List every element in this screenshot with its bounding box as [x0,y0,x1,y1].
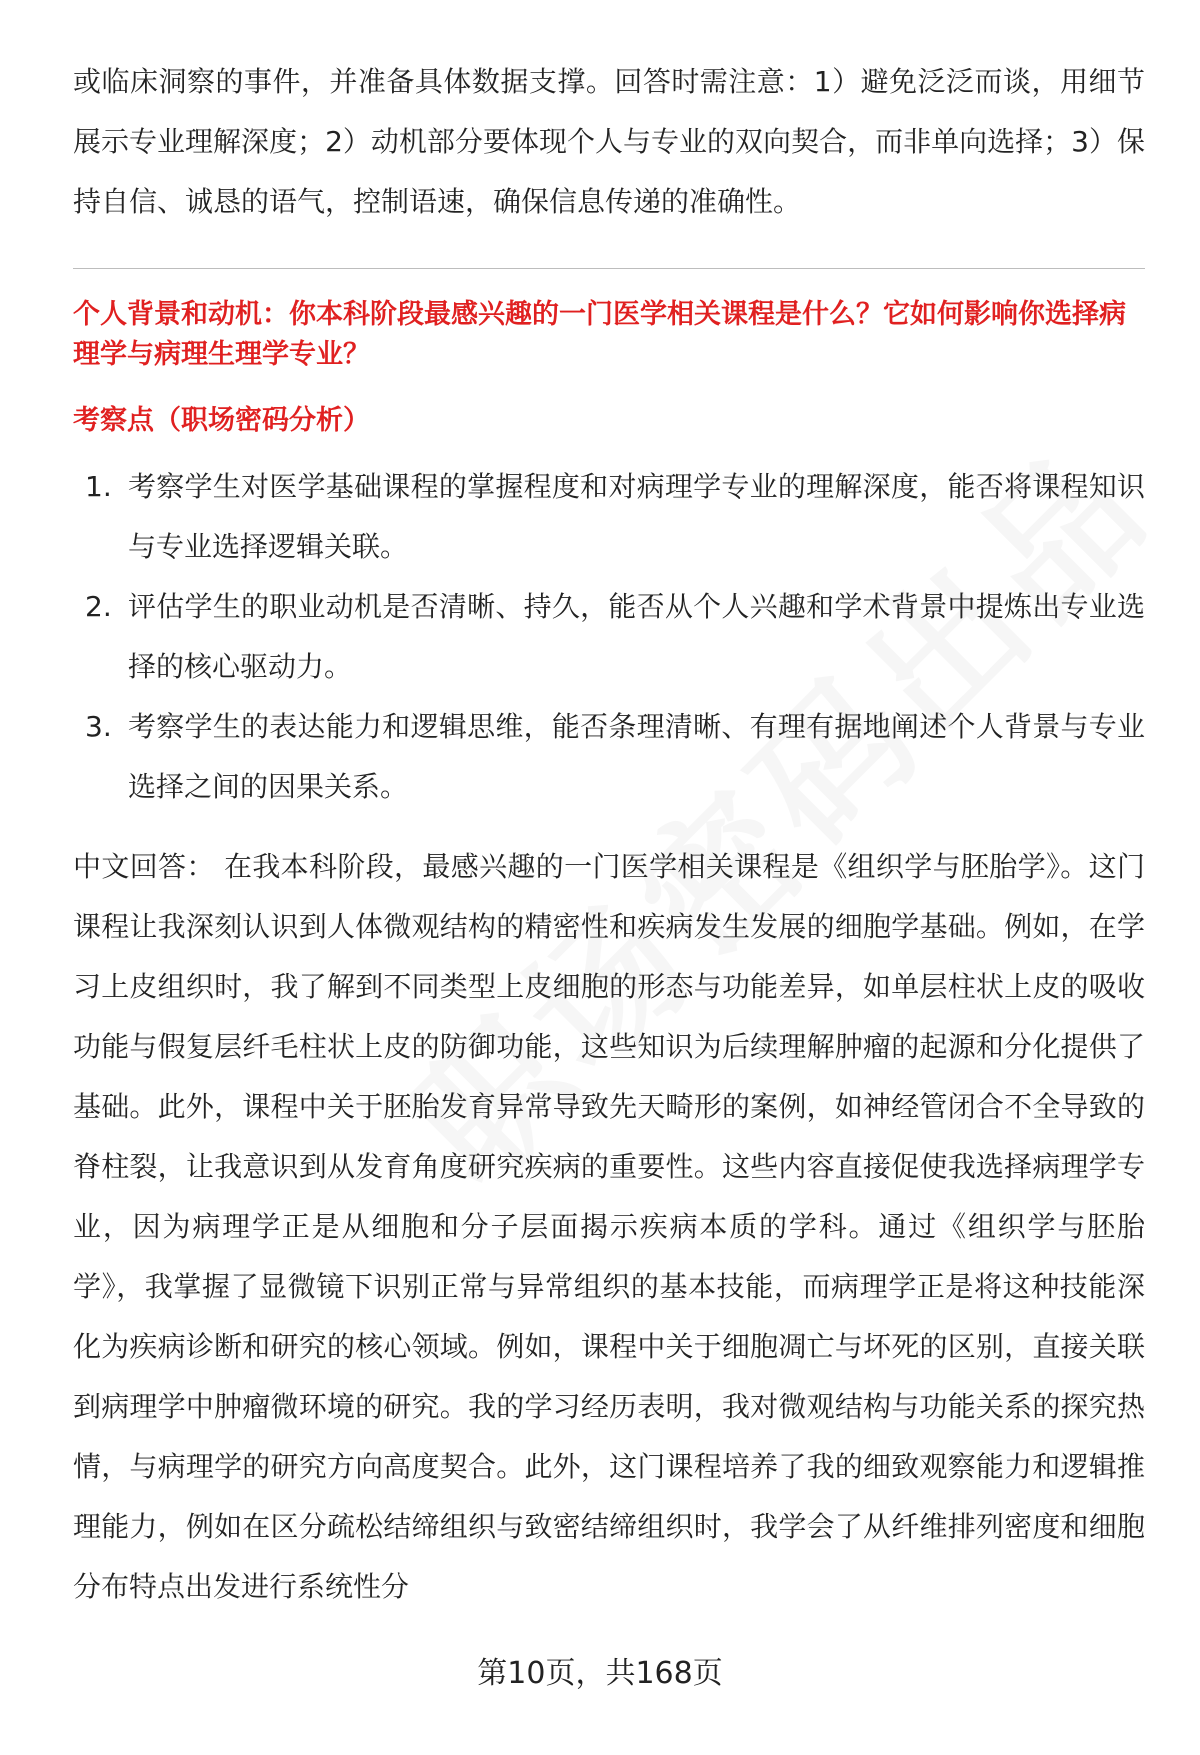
list-item-number: 2. [85,590,112,623]
list-item-text: 考察学生的表达能力和逻辑思维，能否条理清晰、有理有据地阐述个人背景与专业选择之间的因果关系。 [128,710,1145,803]
list-item [73,577,1145,697]
question-heading: 个人背景和动机：你本科阶段最感兴趣的一门医学相关课程是什么？它如何影响你选择病理学与病理生理学专业？ [73,299,1126,370]
page-content [73,52,1145,1617]
list-item-number: 3. [85,710,112,743]
list-item [73,697,1145,817]
page-number-footer: 第10页，共168页 [477,1656,723,1691]
list-item-text: 评估学生的职业动机是否清晰、持久，能否从个人兴趣和学术背景中提炼出专业选择的核心驱动力。 [128,590,1145,683]
list-item [73,457,1145,577]
list-item-number: 1. [85,470,112,503]
section-divider [73,268,1145,269]
list-item-text: 考察学生对医学基础课程的掌握程度和对病理学专业的理解深度，能否将课程知识与专业选择逻辑关联。 [128,470,1145,563]
assessment-list [73,457,1145,817]
assessment-heading: 考察点（职场密码分析） [73,405,370,436]
answer-paragraph: 中文回答： 在我本科阶段，最感兴趣的一门医学相关课程是《组织学与胚胎学》。这门课程让我深刻认识到人体微观结构的精密性和疾病发生发展的细胞学基础。例如，在学习上皮组织时，我了解到不同类型上皮细胞的形态与功能差异，如单层柱状上皮的吸收功能与假复层纤毛柱状上皮的防御功能，这些知识为后续理解肿瘤的起源和分化提供了基础。此外，课程中关于胚胎发育异常导致先天畸形的案例，如神经管闭合不全导致的脊柱裂，让我意识到从发育角度研究疾病的重要性。这些内容直接促使我选择病理学专业，因为病理学正是从细胞和分子层面揭示疾病本质的学科。通过《组织学与胚胎学》，我掌握了显微镜下识别正常与异常组织的基本技能，而病理学正是将这种技能深化为疾病诊断和研究的核心领域。例如，课程中关于细胞凋亡与坏死的区别，直接关联到病理学中肿瘤微环境的研究。我的学习经历表明，我对微观结构与功能关系的探究热情，与病理学的研究方向高度契合。此外，这门课程培养了我的细致观察能力和逻辑推理能力，例如在区分疏松结缔组织与致密结缔组织时，我学会了从纤维排列密度和细胞分布特点出发进行系统性分 [73,850,1145,1603]
intro-paragraph: 或临床洞察的事件，并准备具体数据支撑。回答时需注意：1）避免泛泛而谈，用细节展示专业理解深度；2）动机部分要体现个人与专业的双向契合，而非单向选择；3）保持自信、诚恳的语气，控制语速，确保信息传递的准确性。 [73,65,1145,218]
